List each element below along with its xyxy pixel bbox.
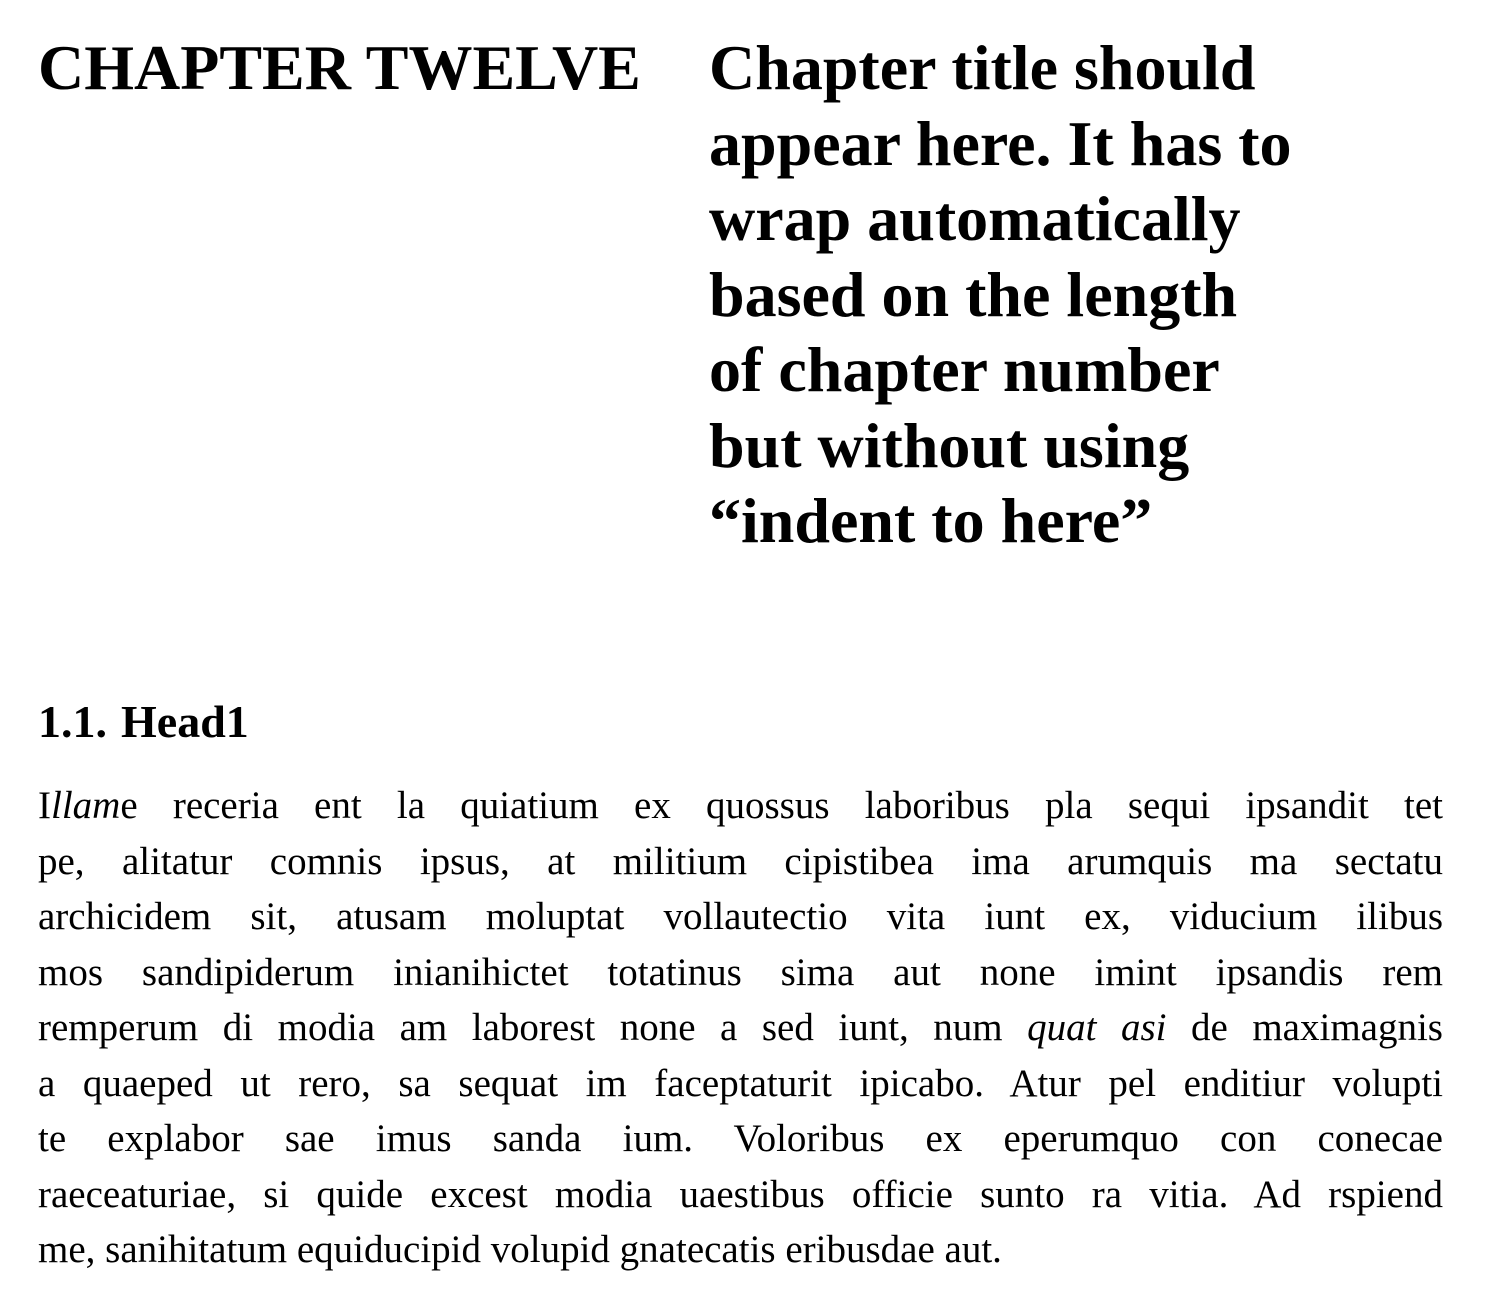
chapter-header — [0, 0, 1496, 600]
paragraph-text: remperum di modia am laborest none a sed iunt, num — [38, 1006, 1028, 1049]
paragraph-text: de maximagnis — [1166, 1006, 1443, 1049]
italic-text: quat asi — [1027, 1006, 1167, 1049]
italic-text: llam — [51, 784, 121, 827]
paragraph-line: mos sandipiderum inianihictet totatinus sima aut none imint ipsandis rem — [38, 950, 1443, 994]
section-title: Head1 — [121, 696, 249, 747]
paragraph-line — [38, 1000, 1443, 1056]
paragraph-line: archicidem sit, atusam moluptat vollautectio vita iunt ex, viducium ilibus — [38, 895, 1443, 938]
chapter-title-line: appear here. It has to — [709, 107, 1292, 179]
section — [38, 690, 1443, 754]
chapter-title-line: Chapter title should — [709, 32, 1256, 103]
paragraph-line: te explabor sae imus sanda ium. Voloribus ex eperumquo con conecae — [38, 1117, 1443, 1160]
section-number: 1.1. — [38, 696, 107, 747]
section-heading — [38, 690, 1443, 754]
chapter-title-line: wrap automatically — [709, 183, 1241, 254]
paragraph-line: raeceaturiae, si quide excest modia uaestibus officie sunto ra vitia. Ad rspiend — [38, 1172, 1443, 1216]
chapter-number: CHAPTER TWELVE — [38, 32, 641, 103]
paragraph-line: a quaeped ut rero, sa sequat im faceptaturit ipicabo. Atur pel enditiur volupti — [38, 1061, 1443, 1105]
chapter-title — [709, 30, 1409, 559]
initial-letter: I — [38, 784, 51, 827]
chapter-title-line: but without using — [709, 409, 1190, 481]
paragraph-line: me, sanihitatum equiducipid volupid gnatecatis eribusdae aut. — [38, 1228, 1002, 1271]
paragraph-text: e receria ent la quiatium ex quossus laboribus pla sequi ipsandit tet — [120, 784, 1443, 827]
chapter-title-line: based on the length — [709, 258, 1238, 330]
paragraph-line — [38, 778, 1443, 834]
paragraph-line: pe, alitatur comnis ipsus, at militium cipistibea ima arumquis ma sectatu — [38, 839, 1443, 883]
chapter-title-line: of chapter number — [709, 334, 1220, 405]
body-paragraph — [38, 778, 1443, 1278]
chapter-title-line: “indent to here” — [709, 485, 1153, 556]
